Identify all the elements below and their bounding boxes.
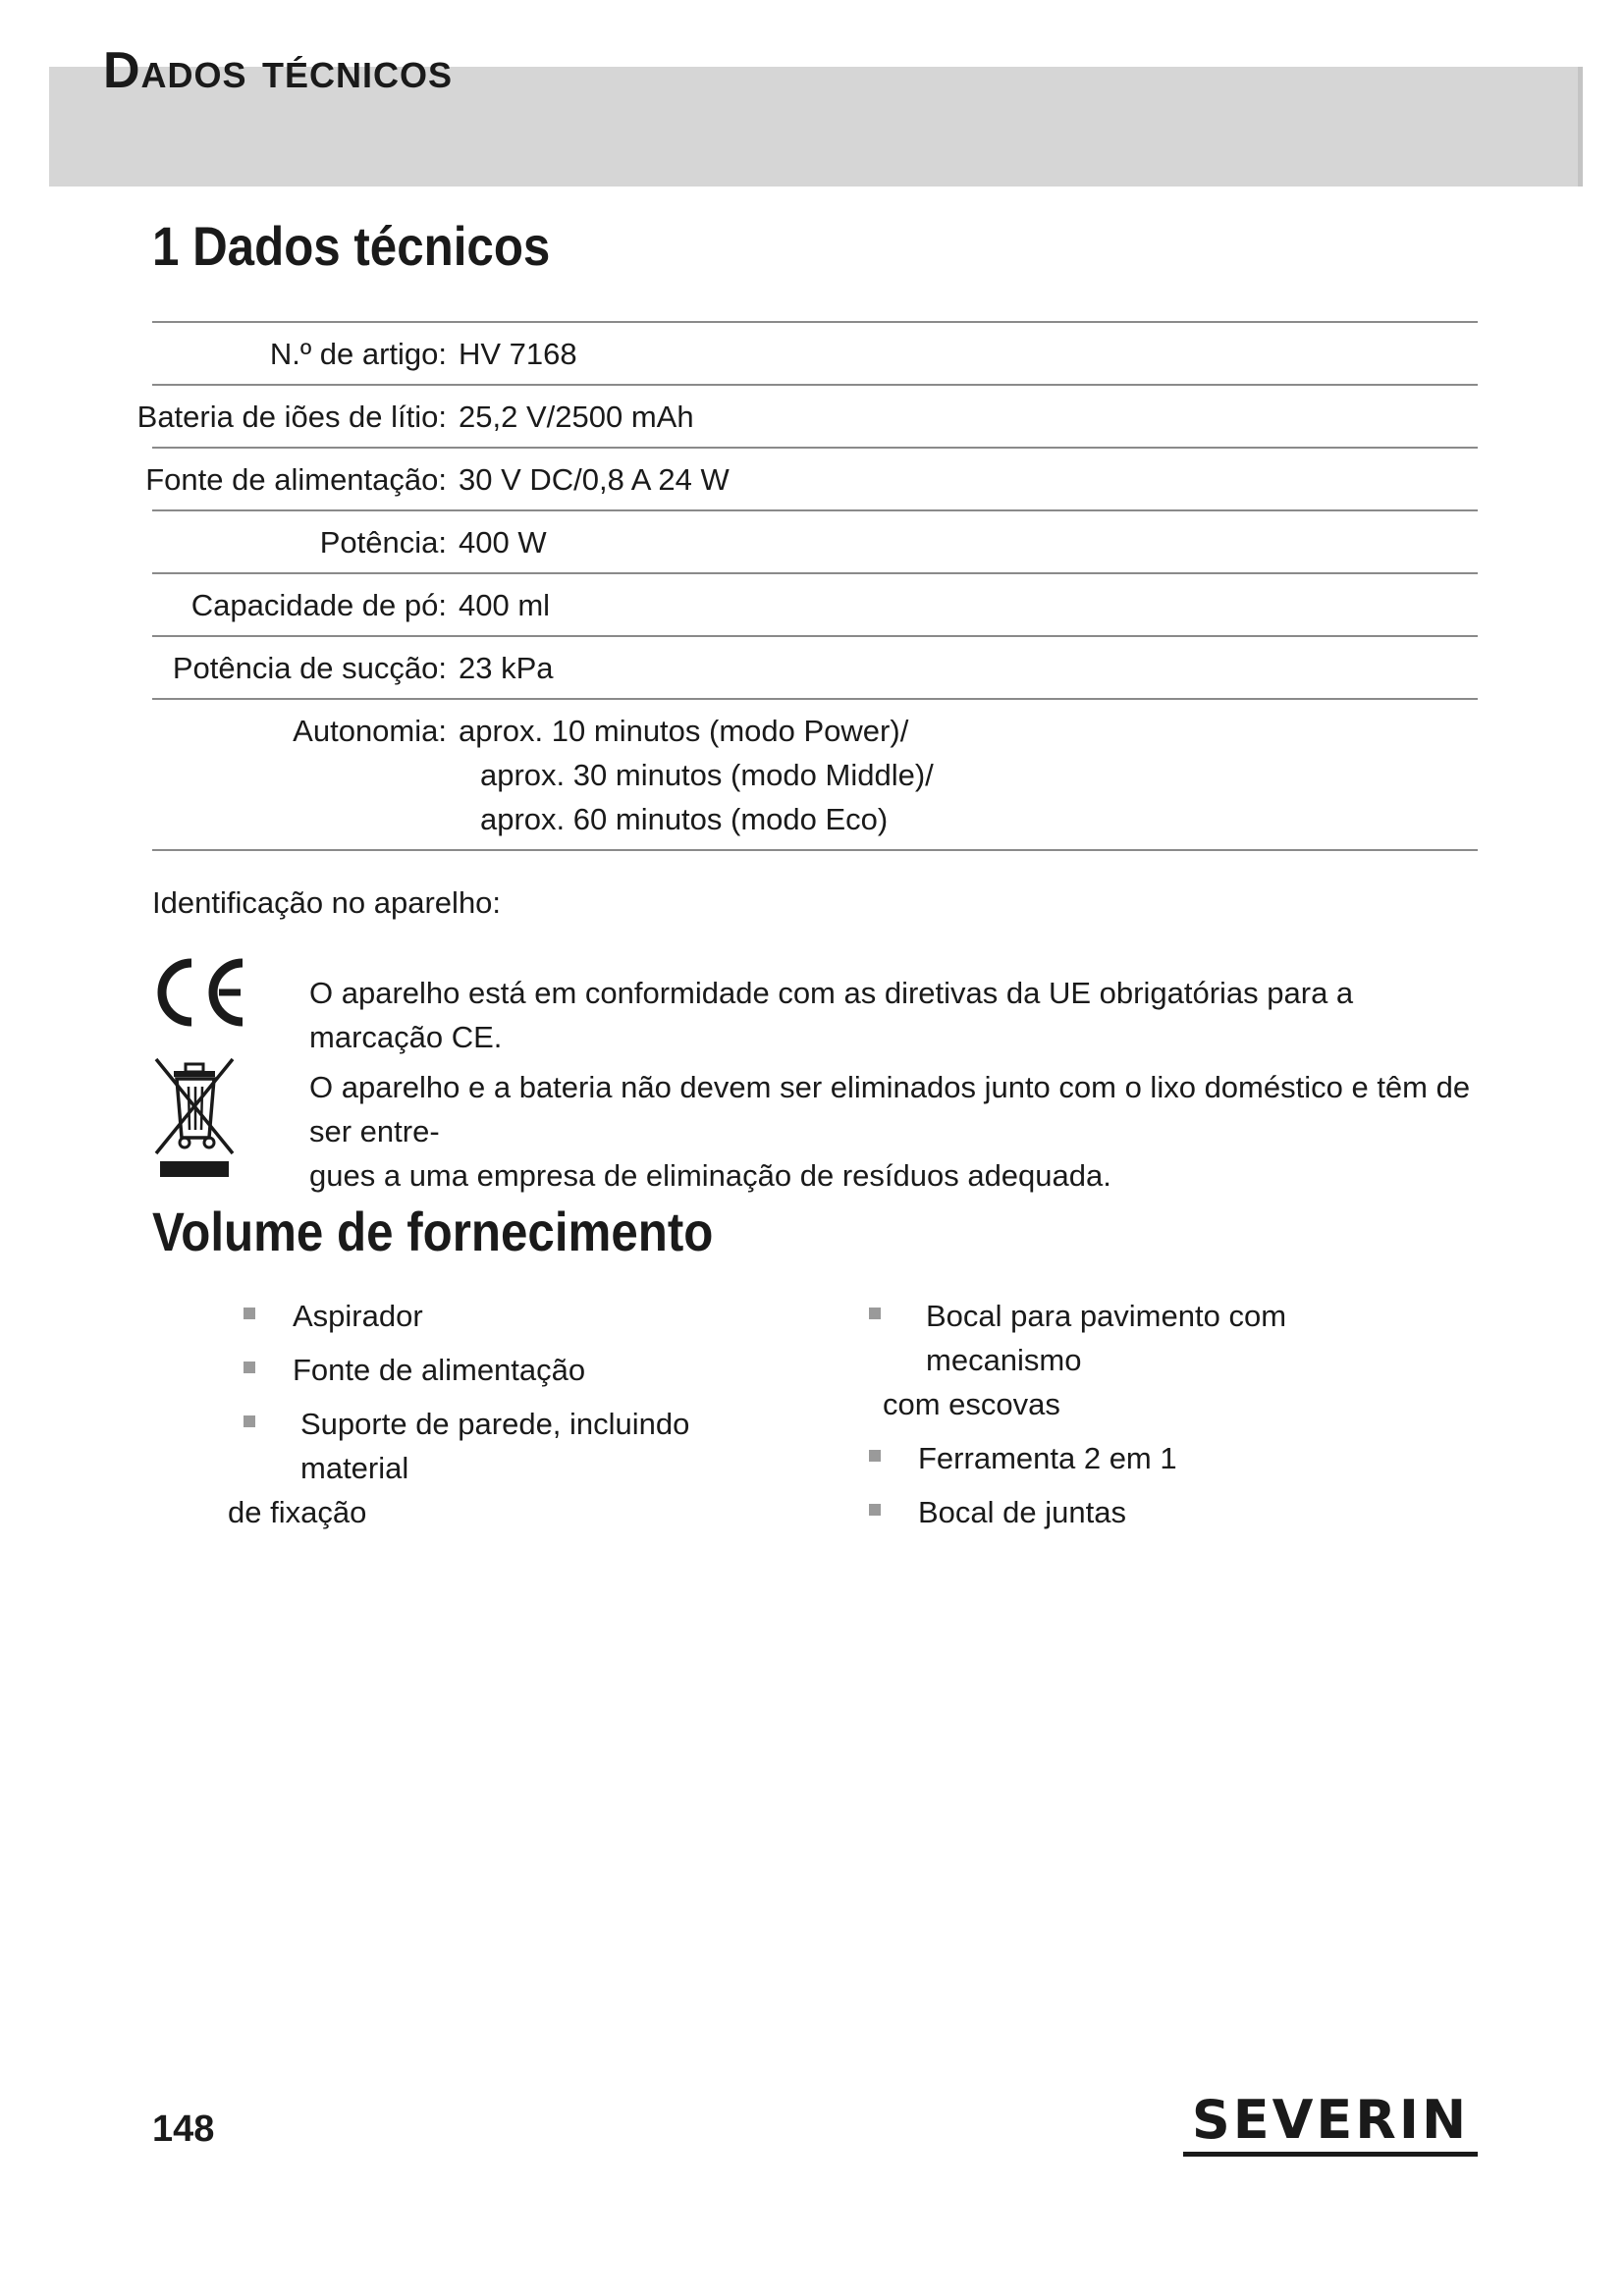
crossed-bin-icon xyxy=(152,1055,241,1183)
spec-value: aprox. 60 minutos (modo Eco) xyxy=(480,802,889,836)
list-item-text: com escovas xyxy=(883,1387,1060,1421)
list-item xyxy=(228,1402,793,1534)
list-item xyxy=(244,1348,793,1392)
spec-value: aprox. 10 minutos (modo Power)/ xyxy=(459,714,909,748)
brand-logo xyxy=(1183,2091,1478,2157)
bullet-icon xyxy=(869,1450,881,1462)
page-number: 148 xyxy=(152,2109,215,2150)
list-item-text: Suporte de parede, incluindo material xyxy=(300,1407,690,1485)
spec-value: 30 V DC/0,8 A 24 W xyxy=(459,462,730,497)
supply-list-right xyxy=(869,1294,1419,1544)
svg-text:CE: CE xyxy=(152,957,154,958)
spec-value: 400 ml xyxy=(459,588,551,622)
bullet-icon xyxy=(244,1362,255,1373)
spec-label: Capacidade de pó: xyxy=(190,588,447,622)
spec-label: Bateria de iões de lítio: xyxy=(136,400,447,434)
spec-label: Potência de sucção: xyxy=(172,651,447,685)
spec-table xyxy=(136,321,1478,851)
spec-label: N.º de artigo: xyxy=(269,337,447,371)
ce-mark-row xyxy=(152,957,1488,1054)
section-header-title: Dados técnicos xyxy=(103,42,454,99)
bullet-icon xyxy=(244,1308,255,1319)
list-item xyxy=(869,1436,1419,1480)
brand-underline xyxy=(1183,2152,1478,2157)
list-item-text: Fonte de alimentação xyxy=(293,1353,586,1387)
spec-row-power xyxy=(152,509,1478,572)
spec-value: 25,2 V/2500 mAh xyxy=(459,400,694,434)
spec-row-suction xyxy=(152,635,1478,698)
bullet-icon xyxy=(869,1308,881,1319)
spec-value: 400 W xyxy=(459,525,547,560)
list-item-text: Bocal de juntas xyxy=(918,1495,1126,1529)
weee-mark-text xyxy=(309,1065,1488,1198)
list-item xyxy=(244,1294,793,1338)
spec-value: HV 7168 xyxy=(459,337,577,371)
bullet-icon xyxy=(244,1415,255,1427)
spec-row-battery xyxy=(136,384,1478,447)
list-item xyxy=(869,1294,1419,1426)
page-title: 1 Dados técnicos xyxy=(152,215,551,277)
weee-mark-row xyxy=(152,1055,1488,1193)
spec-row-article xyxy=(152,321,1478,384)
spec-value: 23 kPa xyxy=(459,651,554,685)
ce-mark-text: O aparelho está em conformidade com as diretivas da UE obrigatórias para a marcação CE. xyxy=(309,976,1354,1054)
spec-row-power-supply xyxy=(145,447,1478,509)
spec-label: Potência: xyxy=(319,525,447,560)
spec-label: Fonte de alimentação: xyxy=(145,462,447,497)
spec-row-dust-capacity xyxy=(152,572,1478,635)
list-item-text: Aspirador xyxy=(293,1299,423,1333)
list-item xyxy=(869,1490,1419,1534)
supply-list-left xyxy=(228,1294,793,1544)
spec-value: aprox. 30 minutos (modo Middle)/ xyxy=(480,758,934,792)
supply-title: Volume de fornecimento xyxy=(152,1201,714,1262)
list-item-text: Ferramenta 2 em 1 xyxy=(918,1441,1177,1475)
brand-logo-text: SEVERIN xyxy=(1191,2089,1470,2151)
weee-text-line: gues a uma empresa de eliminação de resíduos adequada. xyxy=(309,1158,1111,1193)
weee-text-line: O aparelho e a bateria não devem ser eliminados junto com o lixo doméstico e têm de ser entre- xyxy=(309,1070,1471,1148)
spec-label: Autonomia: xyxy=(293,714,447,748)
spec-row-autonomy xyxy=(152,698,1478,851)
list-item-text: de fixação xyxy=(228,1495,367,1529)
ce-mark-icon xyxy=(152,957,250,1033)
identification-title: Identificação no aparelho: xyxy=(152,885,502,920)
bullet-icon xyxy=(869,1504,881,1516)
list-item-text: Bocal para pavimento com mecanismo xyxy=(926,1299,1287,1377)
